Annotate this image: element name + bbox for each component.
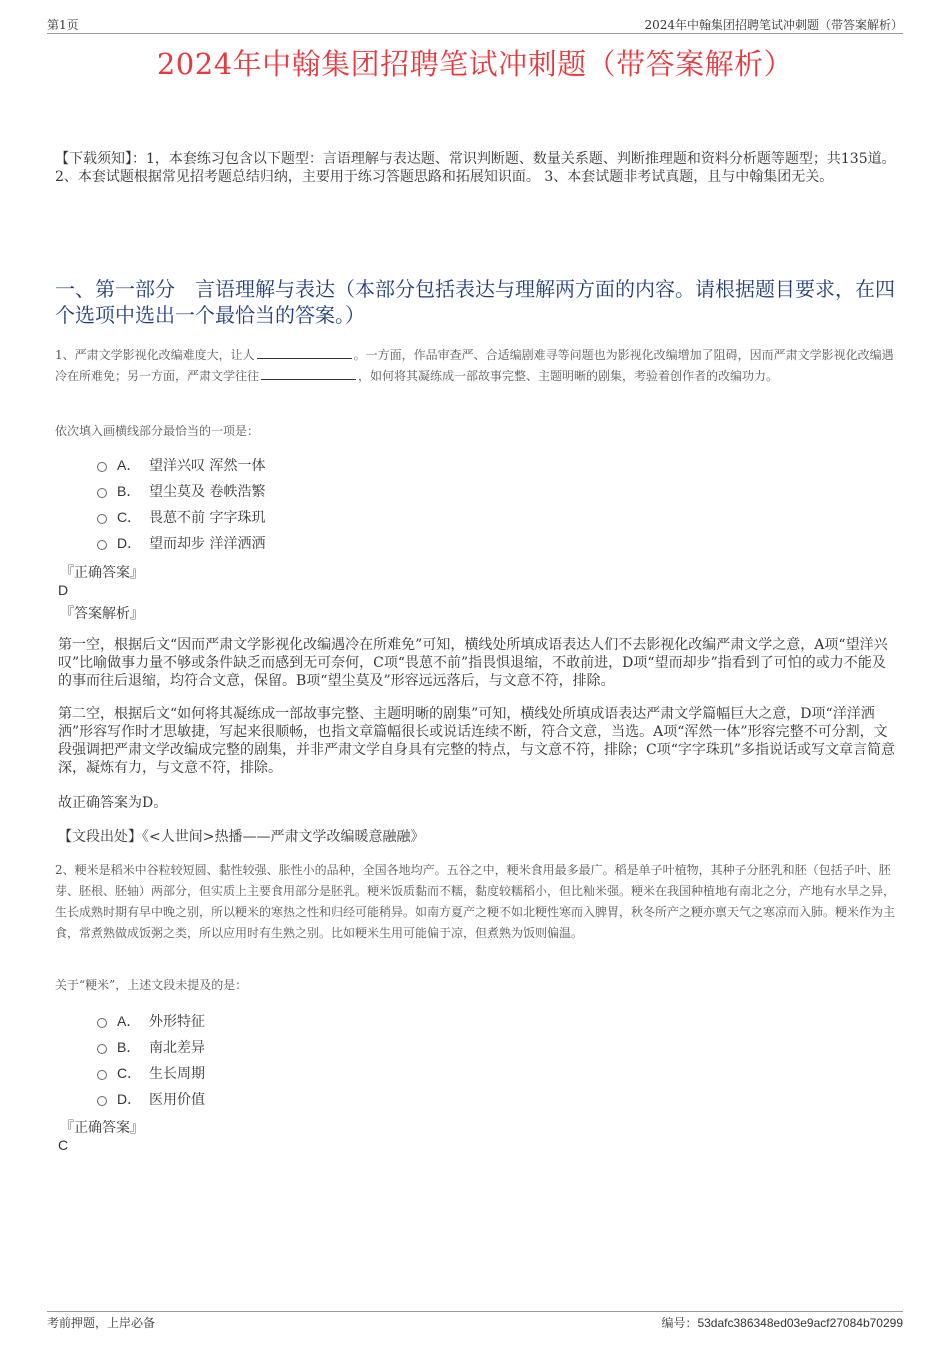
radio-icon[interactable]: [97, 1018, 107, 1028]
answer-label: 『正确答案』: [60, 565, 144, 581]
question-1-options: [97, 452, 265, 556]
option-d[interactable]: D． 望而却步 洋洋洒洒: [97, 530, 265, 556]
header-doc-title: 2024年中翰集团招聘笔试冲刺题（带答案解析）: [644, 18, 903, 32]
page-header: [47, 14, 903, 34]
section-heading: 一、第一部分 言语理解与表达（本部分包括表达与理解两方面的内容。请根据题目要求，在四个选项中选出一个最恰当的答案。）: [55, 277, 895, 327]
answer-label: 『正确答案』: [60, 1120, 144, 1136]
option-a[interactable]: A． 望洋兴叹 浑然一体: [97, 452, 265, 478]
option-a[interactable]: A． 外形特征: [97, 1008, 205, 1034]
radio-icon[interactable]: [97, 514, 107, 524]
fill-blank: [261, 367, 356, 380]
radio-icon[interactable]: [97, 1044, 107, 1054]
answer-value: C: [58, 1137, 69, 1153]
radio-icon[interactable]: [97, 1070, 107, 1080]
question-2-options: [97, 1008, 205, 1112]
analysis-label: 『答案解析』: [60, 606, 144, 622]
passage-source: 【文段出处】《<人世间>热播——严肃文学改编暖意融融》: [58, 829, 425, 845]
option-b[interactable]: B． 南北差异: [97, 1034, 205, 1060]
question-2-text: 2、粳米是稻米中谷粒较短圆、黏性较强、胀性小的品种，全国各地均产。五谷之中，粳米食用最多最广。稻是单子叶植物，其种子分胚乳和胚（包括子叶、胚芽、胚根、胚轴）两部分，但实质上主要食用部分是胚乳。粳米饭质黏而不糯，黏度较糯稻小，但比籼米强。粳米在我国种植地有南北之分，产地有水旱之异，生长成熟时期有早中晚之别，所以粳米的寒热之性和归经可能稍异。如南方夏产之粳不如北粳性寒而入脾胃，秋冬所产之粳亦禀天气之寒凉而入肺。粳米作为主食，常煮熟做成饭粥之类，所以应用时有生熟之别。比如粳米生用可能偏于凉，但煮熟为饭则偏温。: [55, 863, 896, 940]
fill-blank: [257, 346, 352, 359]
answer-value: D: [58, 582, 69, 598]
page-number: 第1页: [47, 18, 79, 32]
question-2-prompt: 关于“粳米”，上述文段未提及的是：: [55, 978, 248, 992]
analysis-paragraph-1: 第一空，根据后文“因而严肃文学影视化改编遇冷在所难免”可知，横线处所填成语表达人们不去影视化改编严肃文学之意，A项“望洋兴叹”比喻做事力量不够或条件缺乏而感到无可奈何，C项“畏葸不前”指畏惧退缩，不敢前进，D项“望而却步”指看到了可怕的或力不能及的事而往后退缩，均符合文意，保留。B项“望尘莫及”形容远远落后，与文意不符，排除。: [58, 637, 888, 689]
document-code: 编号：53dafc386348ed03e9acf27084b70299: [661, 1316, 903, 1330]
page-title: 2024年中翰集团招聘笔试冲刺题（带答案解析）: [156, 47, 794, 81]
analysis-conclusion: 故正确答案为D。: [58, 795, 168, 811]
download-notice: 【下载须知】：1，本套练习包含以下题型：言语理解与表达题、常识判断题、数量关系题、判断推理题和资料分析题等题型；共135道。 2、本套试题根据常见招考题总结归纳，主要用于练习答题思路和拓展知识面。 3、本套试题非考试真题，且与中翰集团无关。: [55, 151, 896, 185]
option-d[interactable]: D． 医用价值: [97, 1086, 205, 1112]
radio-icon[interactable]: [97, 540, 107, 550]
footer-slogan: 考前押题，上岸必备: [47, 1316, 156, 1330]
option-c[interactable]: C． 畏葸不前 字字珠玑: [97, 504, 265, 530]
question-1-text: 1、严肃文学影视化改编难度大，让人 。一方面，作品审查严、合适编剧难寻等问题也为影视化改编增加了阻碍，因而严肃文学影视化改编遇冷在所难免；另一方面，严肃文学往往 ，如何将其凝练成一部故事完整、主题明晰的剧集，考验着创作者的改编功力。: [55, 348, 894, 383]
option-b[interactable]: B． 望尘莫及 卷帙浩繁: [97, 478, 265, 504]
radio-icon[interactable]: [97, 488, 107, 498]
question-1-prompt: 依次填入画横线部分最恰当的一项是：: [55, 424, 260, 438]
footer-divider: [47, 1311, 903, 1312]
header-divider: [47, 33, 903, 34]
radio-icon[interactable]: [97, 1096, 107, 1106]
radio-icon[interactable]: [97, 462, 107, 472]
option-c[interactable]: C． 生长周期: [97, 1060, 205, 1086]
analysis-paragraph-2: 第二空，根据后文“如何将其凝练成一部故事完整、主题明晰的剧集”可知，横线处所填成语表达严肃文学篇幅巨大之意，D项“洋洋洒洒”形容写作时才思敏捷，写起来很顺畅，也指文章篇幅很长或说话连续不断，符合文意，当选。A项“浑然一体”形容完整不可分割，文段强调把严肃文学改编成完整的剧集，并非严肃文学自身具有完整的特点，与文意不符，排除；C项“字字珠玑”多指说话或写文章言简意深，凝炼有力，与文意不符，排除。: [58, 706, 896, 776]
